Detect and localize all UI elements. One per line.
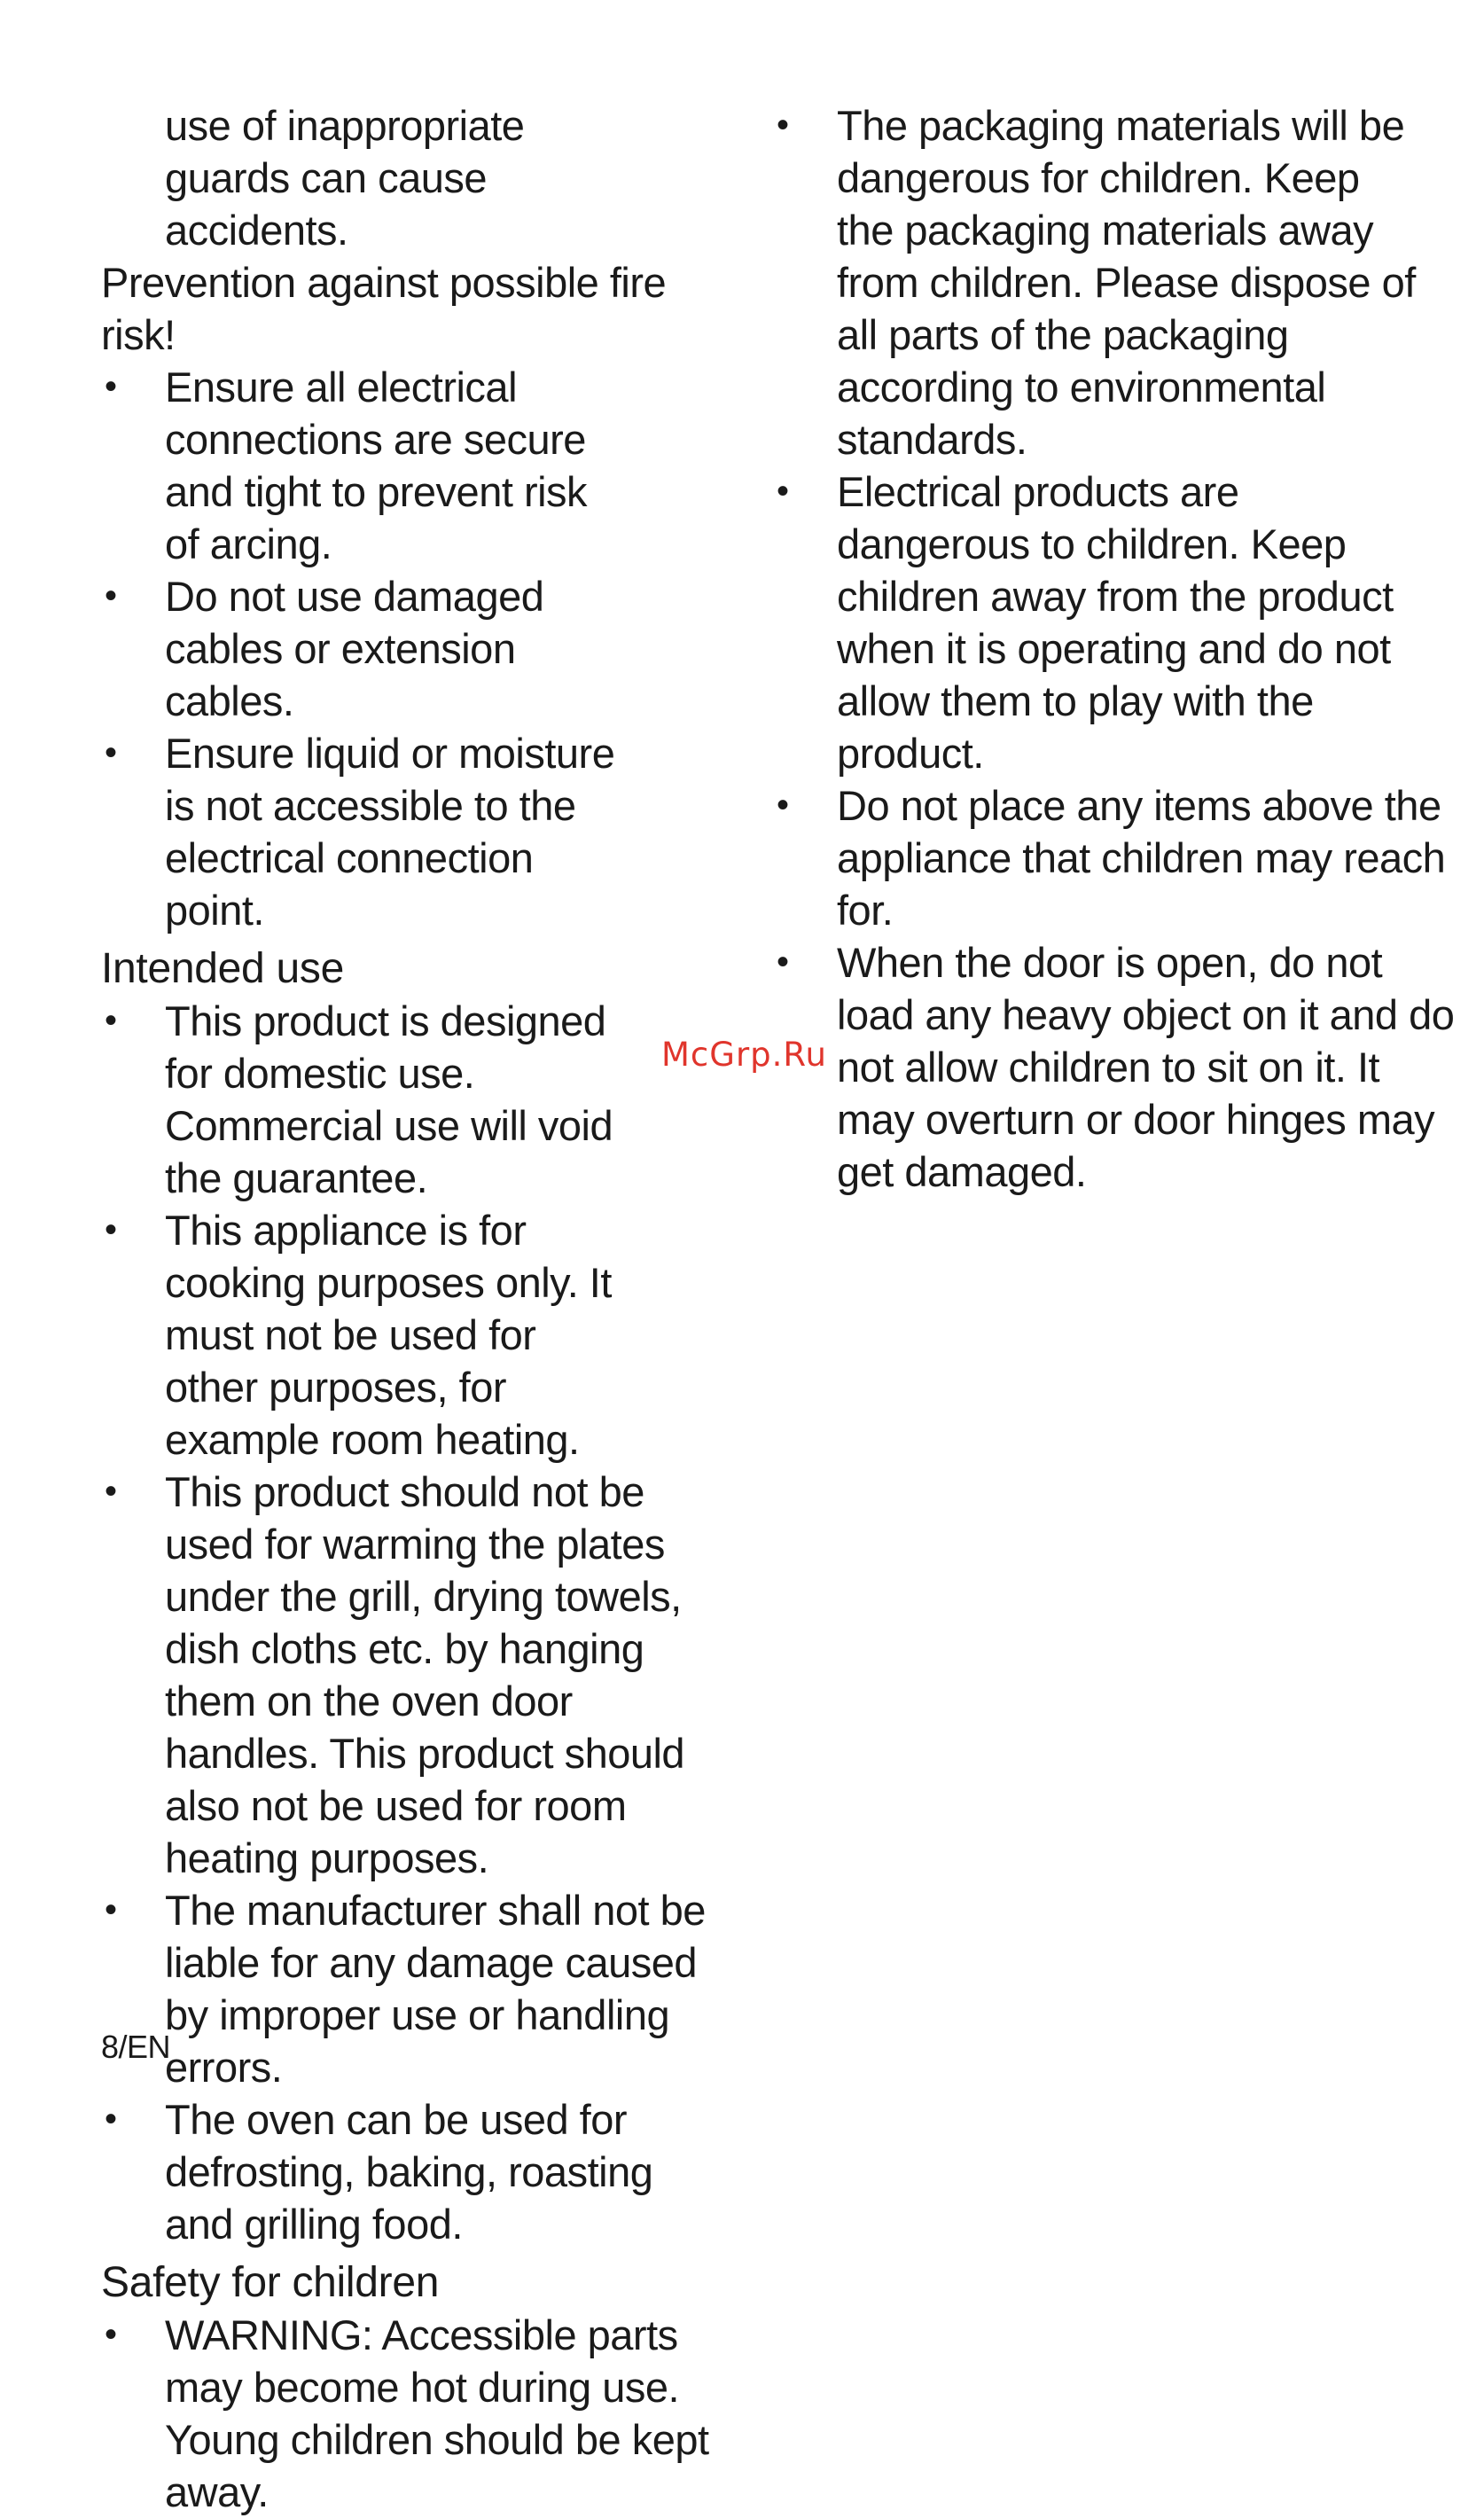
right-column xyxy=(773,99,1455,1198)
watermark-logo: McGrp.Ru xyxy=(661,1036,827,1074)
intended-use-list xyxy=(101,995,739,2250)
bullet-icon: • xyxy=(105,367,117,406)
page-number: 8/EN xyxy=(101,2029,171,2065)
safety-for-children-list xyxy=(101,2309,739,2518)
left-column xyxy=(101,99,739,2518)
bullet-icon: • xyxy=(105,2315,117,2354)
list-item-text: The manufacturer shall not be liable for any damage caused by improper use or handling errors. xyxy=(165,1887,706,2091)
list-item xyxy=(773,99,1422,465)
list-item-text: When the door is open, do not load any heavy object on it and do not allow children to sit on it. It may overturn or door hinges may get damaged. xyxy=(837,939,1455,1195)
list-item-text: Electrical products are dangerous to children. Keep children away from the product when it is operating and do not allow them to play with the product. xyxy=(837,468,1394,777)
list-item xyxy=(101,727,626,936)
list-item xyxy=(773,936,1457,1198)
list-item xyxy=(101,1466,732,1884)
list-item xyxy=(101,570,626,727)
bullet-icon: • xyxy=(105,2100,117,2139)
list-item-text: This product should not be used for warming the plates under the grill, drying towels, dish cloths etc. by hanging them on the oven door handles. This product should also not be used for room heating purposes. xyxy=(165,1468,685,1881)
list-item-text: Do not use damaged cables or extension cables. xyxy=(165,573,544,724)
bullet-icon: • xyxy=(777,472,789,511)
list-item-text: Ensure all electrical connections are secure and tight to prevent risk of arcing. xyxy=(165,364,588,567)
list-item xyxy=(101,1204,626,1466)
list-item xyxy=(101,361,626,570)
bullet-icon: • xyxy=(777,942,789,981)
list-item-text: This product is designed for domestic use. Commercial use will void the guarantee. xyxy=(165,997,613,1201)
bullet-icon: • xyxy=(105,733,117,772)
list-item-text: WARNING: Accessible parts may become hot during use. Young children should be kept away. xyxy=(165,2311,709,2515)
list-item xyxy=(101,2309,715,2518)
continuation-text: use of inappropriate guards can cause accidents. xyxy=(165,102,525,254)
bullet-icon: • xyxy=(105,1210,117,1249)
fire-risk-list xyxy=(101,361,739,936)
list-item xyxy=(773,465,1440,779)
list-item xyxy=(773,779,1457,936)
fire-risk-heading: Prevention against possible fire risk! xyxy=(101,259,667,358)
safety-for-children-heading: Safety for children xyxy=(101,2259,440,2306)
list-item-text: Ensure liquid or moisture is not accessible to the electrical connection point. xyxy=(165,730,615,934)
list-item-text: Do not place any items above the appliance that children may reach for. xyxy=(837,782,1446,934)
bullet-icon: • xyxy=(105,1472,117,1511)
list-item-text: The packaging materials will be dangerous for children. Keep the packaging materials away from children. Please dispose of all parts of the packaging according to environmental standards. xyxy=(837,102,1416,463)
list-item xyxy=(101,1884,715,2093)
bullet-icon: • xyxy=(777,786,789,825)
list-item xyxy=(101,2093,697,2250)
bullet-icon: • xyxy=(777,106,789,145)
bullet-icon: • xyxy=(105,1001,117,1040)
bullet-icon: • xyxy=(105,1890,117,1929)
list-item-text: This appliance is for cooking purposes only. It must not be used for other purposes, for example room heating. xyxy=(165,1207,612,1463)
children-safety-continued-list xyxy=(773,99,1455,1198)
list-item xyxy=(101,995,626,1204)
list-item-text: The oven can be used for defrosting, baking, roasting and grilling food. xyxy=(165,2096,653,2248)
intended-use-heading: Intended use xyxy=(101,945,344,992)
bullet-icon: • xyxy=(105,576,117,615)
